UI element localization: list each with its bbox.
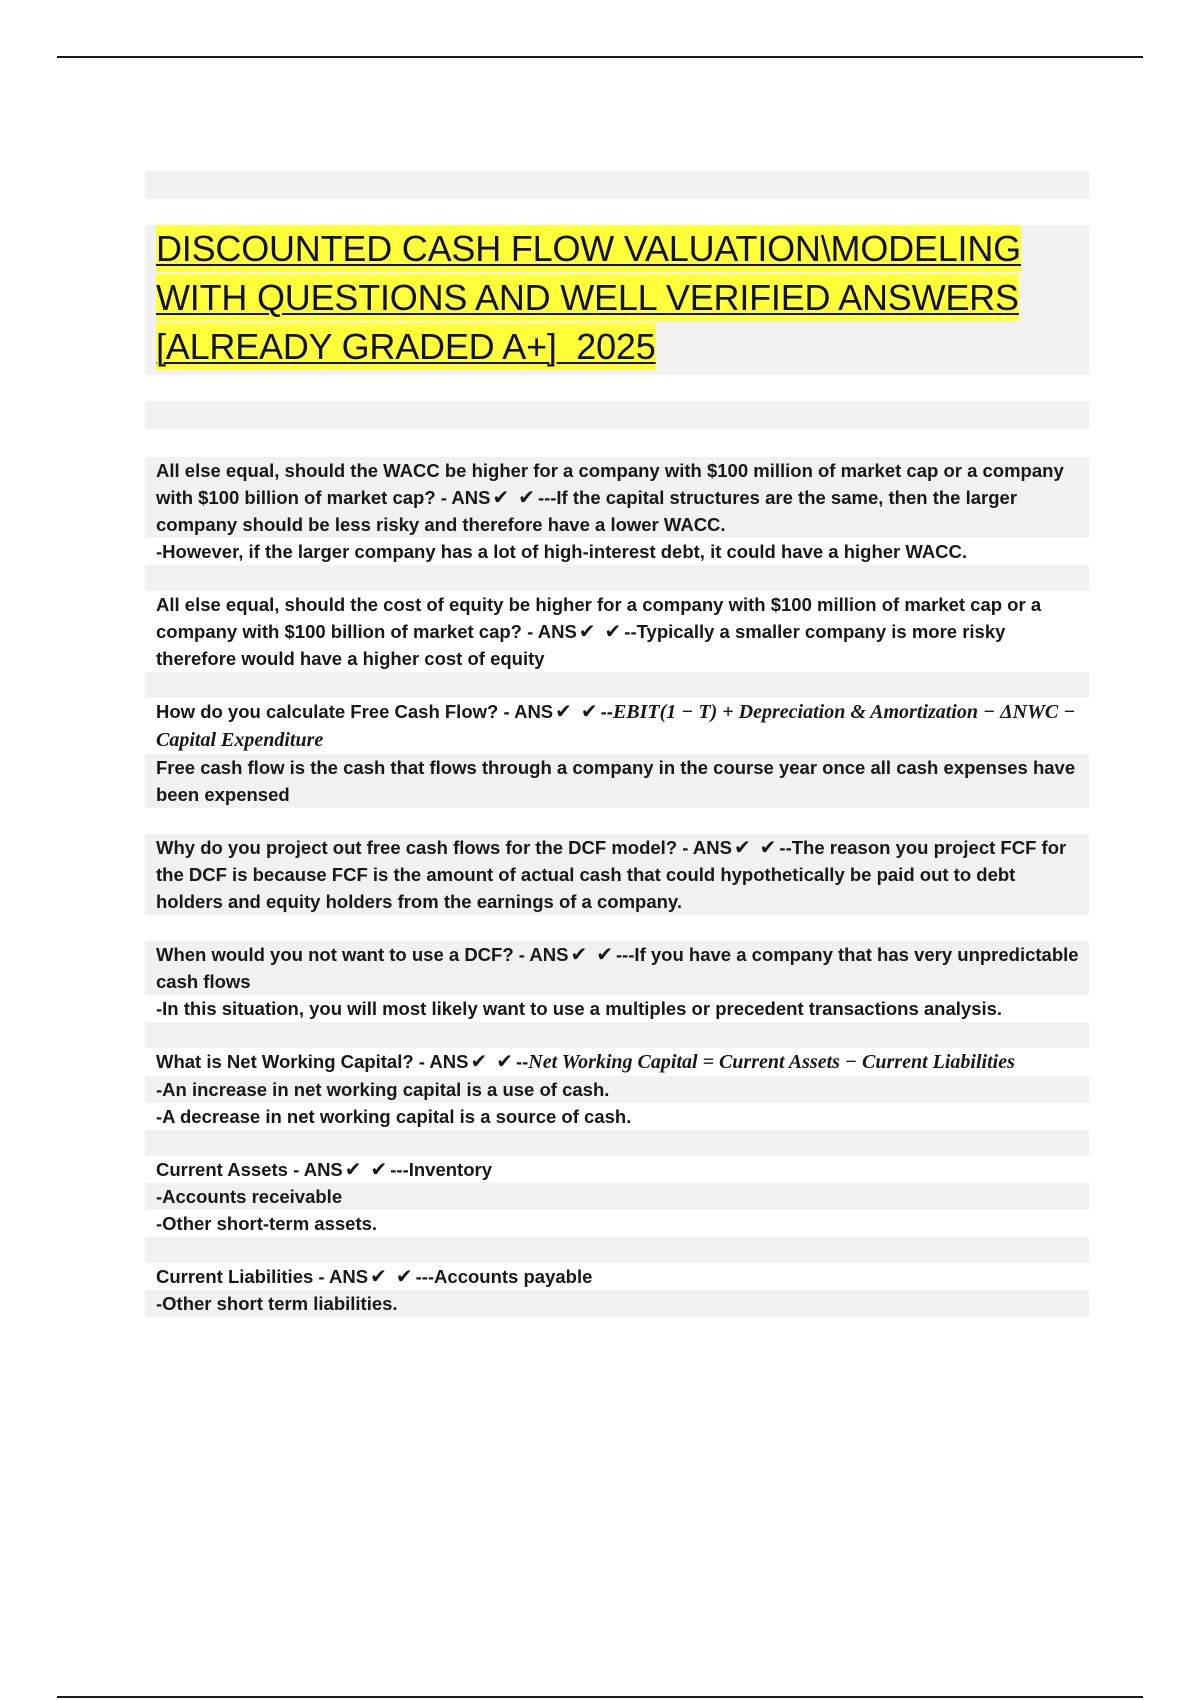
answer-extra: -An increase in net working capital is a use of cash. — [145, 1076, 1089, 1103]
answer-extra: -A decrease in net working capital is a source of cash. — [145, 1103, 1089, 1130]
qa-item — [145, 834, 1089, 915]
qa-item — [145, 591, 1089, 672]
top-spacer — [145, 171, 1089, 199]
qa-item — [145, 1048, 1089, 1130]
question-text: All else equal, should the WACC be higher for a company with $100 million of market cap or a company with $100 billion of market cap? - — [156, 460, 1064, 508]
check-icon: ✔ ✔ — [570, 942, 614, 966]
ans-marker: ANS — [429, 1051, 469, 1072]
ans-marker: ANS — [514, 701, 554, 722]
fcf-formula: EBIT(1 − T) + Depreciation & Amortization − ΔNWC − Capital Expenditure — [156, 701, 1076, 751]
answer-extra: -However, if the larger company has a lot of high-interest debt, it could have a higher WACC. — [145, 538, 1089, 565]
answer-text: ---Accounts payable — [415, 1266, 593, 1287]
answer-prefix: -- — [600, 701, 613, 722]
answer-extra: -Other short term liabilities. — [145, 1290, 1089, 1317]
qa-item — [145, 1263, 1089, 1317]
question-text: Current Assets - — [156, 1159, 304, 1180]
check-icon: ✔ ✔ — [344, 1157, 389, 1181]
document-content — [145, 171, 1089, 1317]
ans-marker: ANS — [692, 837, 732, 858]
top-rule — [57, 56, 1143, 58]
check-icon: ✔ ✔ — [470, 1049, 514, 1073]
check-icon: ✔ ✔ — [370, 1264, 414, 1288]
bottom-rule — [57, 1696, 1143, 1698]
check-icon: ✔ ✔ — [492, 485, 536, 509]
qa-item — [145, 457, 1089, 565]
answer-extra: Free cash flow is the cash that flows through a company in the course year once all cash expenses have been expensed — [145, 754, 1089, 808]
ans-marker: ANS — [303, 1159, 343, 1180]
ans-marker: ANS — [451, 487, 491, 508]
answer-extra: -Other short-term assets. — [145, 1210, 1089, 1237]
qa-item — [145, 941, 1089, 1022]
question-text: All else equal, should the cost of equity be higher for a company with $100 million of market cap or a company with $100 billion of market cap? - — [156, 594, 1042, 642]
ans-marker: ANS — [537, 621, 577, 642]
question-text: Current Liabilities - — [156, 1266, 330, 1287]
check-icon: ✔ ✔ — [555, 699, 599, 723]
title-line-3: [ALREADY GRADED A+] 2025 — [156, 323, 656, 370]
title-line-1: DISCOUNTED CASH FLOW VALUATION\MODELING — [156, 225, 1021, 272]
answer-prefix: -- — [515, 1051, 529, 1072]
question-text: How do you calculate Free Cash Flow? - — [156, 701, 515, 722]
title-spacer — [145, 401, 1089, 429]
question-text: What is Net Working Capital? - — [156, 1051, 430, 1072]
nwc-formula: Net Working Capital = Current Assets − Current Liabilities — [528, 1051, 1015, 1073]
answer-extra: -Accounts receivable — [145, 1183, 1089, 1210]
document-title — [145, 225, 1089, 375]
title-line-2: WITH QUESTIONS AND WELL VERIFIED ANSWERS — [156, 274, 1019, 321]
ans-marker: ANS — [529, 944, 569, 965]
question-text: When would you not want to use a DCF? - — [156, 944, 530, 965]
answer-text: ---If the capital structures are the same, then the larger company should be less risky and therefore have a lower WACC. — [156, 487, 1018, 535]
check-icon: ✔ ✔ — [733, 835, 778, 859]
answer-text: ---If you have a company that has very unpredictable cash flows — [156, 944, 1079, 992]
qa-item — [145, 698, 1089, 808]
answer-text: --The reason you project FCF for the DCF is because FCF is the amount of actual cash that could hypothetically be paid out to debt holders and equity holders from the earnings of a company. — [156, 837, 1067, 912]
qa-item — [145, 1156, 1089, 1237]
answer-extra: -In this situation, you will most likely want to use a multiples or precedent transactions analysis. — [145, 995, 1089, 1022]
answer-text: --Typically a smaller company is more risky therefore would have a higher cost of equity — [156, 621, 1006, 669]
answer-text: ---Inventory — [390, 1159, 492, 1180]
ans-marker: ANS — [329, 1266, 369, 1287]
check-icon: ✔ ✔ — [578, 619, 623, 643]
question-text: Why do you project out free cash flows for the DCF model? - — [156, 837, 693, 858]
